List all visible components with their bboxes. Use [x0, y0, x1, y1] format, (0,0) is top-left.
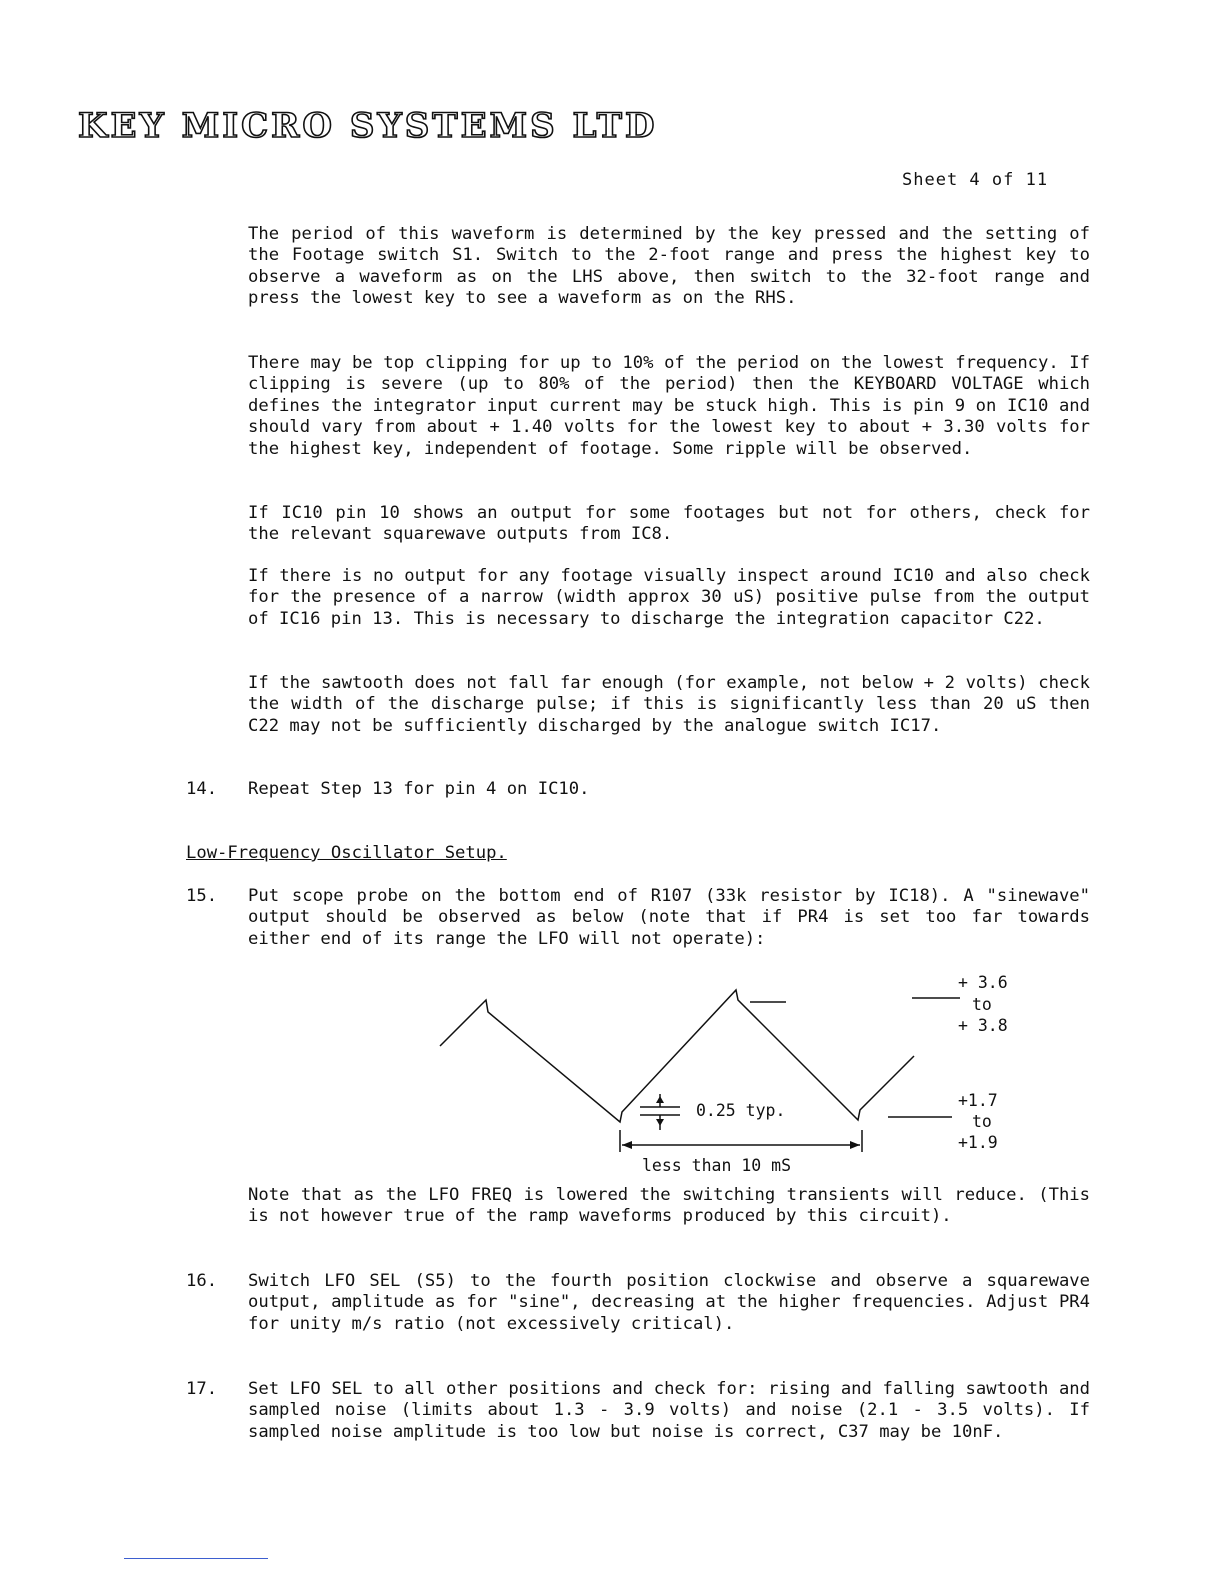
- transient-label: 0.25 typ.: [696, 1101, 786, 1120]
- paragraph-waveform-period: The period of this waveform is determined by the key pressed and the setting of the Footage switch S1. Switch to the 2-foot range and press the highest key to observe a waveform as on the LHS above, then switch to the 32-foot range and press the lowest key to see a waveform as on the RHS.: [248, 224, 1090, 309]
- upper-level-to: to: [972, 995, 992, 1014]
- step-14-number: 14.: [186, 779, 218, 799]
- upper-level-value-2: + 3.8: [958, 1016, 1008, 1035]
- note-lfo-freq: Note that as the LFO FREQ is lowered the switching transients will reduce. (This is not however true of the ramp waveforms produced by this circuit).: [248, 1185, 1090, 1227]
- lower-level-to: to: [972, 1112, 992, 1131]
- paragraph-sawtooth-fall: If the sawtooth does not fall far enough (for example, not below + 2 volts) check the width of the discharge pulse; if this is significantly less than 20 uS then C22 may not be sufficiently discharged by the analogue switch IC17.: [248, 673, 1090, 736]
- step-15-text: Put scope probe on the bottom end of R107 (33k resistor by IC18). A "sinewave" output should be observed as below (note that if PR4 is set too far towards either end of its range the LFO will not operate):: [248, 886, 1090, 949]
- step-16-number: 16.: [186, 1271, 218, 1291]
- lower-level-value-1: +1.7: [958, 1091, 998, 1110]
- paragraph-ic10-pin10: If IC10 pin 10 shows an output for some footages but not for others, check for the relevant squarewave outputs from IC8.: [248, 503, 1090, 545]
- step-17-text: Set LFO SEL to all other positions and check for: rising and falling sawtooth and sampled noise (limits about 1.3 - 3.9 volts) and noise (2.1 - 3.5 volts). If sampled noise amplitude is too low but noise is correct, C37 may be 10nF.: [248, 1379, 1090, 1442]
- upper-level-value-1: + 3.6: [958, 973, 1008, 992]
- company-logo: KEY MICRO SYSTEMS LTD: [78, 106, 658, 146]
- lower-level-value-2: +1.9: [958, 1133, 998, 1152]
- step-14-text: Repeat Step 13 for pin 4 on IC10.: [248, 779, 590, 799]
- sheet-number: Sheet 4 of 11: [902, 170, 1049, 190]
- paragraph-no-output: If there is no output for any footage visually inspect around IC10 and also check for the presence of a narrow (width approx 30 uS) positive pulse from the output of IC16 pin 13. This is necessary to discharge the integration capacitor C22.: [248, 566, 1090, 629]
- lfo-waveform-diagram: [420, 970, 1060, 1180]
- period-label: less than 10 mS: [642, 1156, 792, 1175]
- step-17-number: 17.: [186, 1379, 218, 1399]
- step-16-text: Switch LFO SEL (S5) to the fourth position clockwise and observe a squarewave output, amplitude as for "sine", decreasing at the higher frequencies. Adjust PR4 for unity m/s ratio (not excessively critical).: [248, 1271, 1090, 1334]
- footer-rule: [124, 1558, 268, 1559]
- step-15-number: 15.: [186, 886, 218, 906]
- paragraph-top-clipping: There may be top clipping for up to 10% of the period on the lowest frequency. If clipping is severe (up to 80% of the period) then the KEYBOARD VOLTAGE which defines the integrator input current may be stuck high. This is pin 9 on IC10 and should vary from about + 1.40 volts for the lowest key to about + 3.30 volts for the highest key, independent of footage. Some ripple will be observed.: [248, 353, 1090, 459]
- triangle-waveform: [440, 990, 914, 1122]
- lfo-setup-heading: Low-Frequency Oscillator Setup.: [186, 843, 507, 863]
